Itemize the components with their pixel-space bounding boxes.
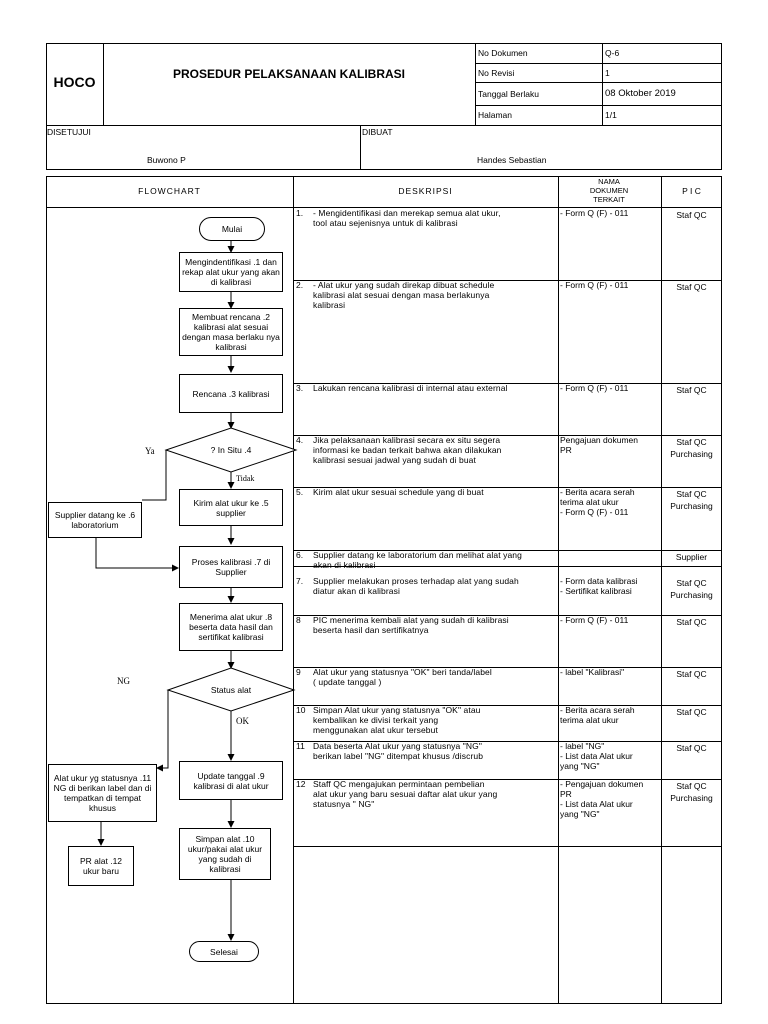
flow-decision-in-situ: ? In Situ .4 [210,445,252,455]
row-pic-line: Staf QC [676,617,707,627]
row-description-line: Simpan Alat ukur yang statusnya "OK" atau [313,705,481,715]
row-description-line: Staff QC mengajukan permintaan pembelian [313,779,485,789]
flow-step-6: Supplier datang ke .6 laboratorium [48,502,142,538]
row-description-line: kalibrasi sesuai jadwal yang sudah di buat [313,455,476,465]
row-number: 3. [296,383,304,393]
row-pic-line: Staf QC [676,282,707,292]
flow-label-no: Tidak [236,474,255,483]
row-document-line: - label "Kalibrasi" [560,667,625,677]
row-document-line: - Berita acara serah [560,487,635,497]
flow-step-3: Rencana .3 kalibrasi [179,374,283,413]
row-description-line: menggunakan alat ukur tersebut [313,725,438,735]
row-number: 4. [296,435,304,445]
row-document-line: - Sertifikat kalibrasi [560,586,632,596]
row-pic-line: Staf QC [676,743,707,753]
flow-label-yes: Ya [145,446,155,456]
flow-label-ng: NG [117,676,130,686]
row-document-line: - List data Alat ukur [560,751,633,761]
row-number: 9 [296,667,301,677]
flow-step-7: Proses kalibrasi .7 di Supplier [179,546,283,588]
row-pic-line: Purchasing [670,590,713,600]
approved-name: Buwono P [147,155,186,165]
row-description-line: Alat ukur yang statusnya "OK" beri tanda/label [313,667,492,677]
meta-label-page: Halaman [478,110,513,120]
row-description-line: berikan label "NG" ditempat khusus /discrub [313,751,484,761]
row-number: 5. [296,487,304,497]
row-document-line: terima alat ukur [560,497,619,507]
meta-value-doc-number: Q-6 [605,48,620,58]
row-number: 1. [296,208,304,218]
row-document-line: - List data Alat ukur [560,799,633,809]
made-label: DIBUAT [362,127,393,137]
row-document-line: PR [560,789,572,799]
row-description-line: kembalikan ke divisi terkait yang [313,715,439,725]
column-header-description: DESKRIPSI [398,186,453,196]
flow-step-12: PR alat .12 ukur baru [68,846,134,886]
row-number: 11 [296,741,305,751]
row-description-line: kalibrasi [313,300,346,310]
document-title: PROSEDUR PELAKSANAAN KALIBRASI [172,67,405,81]
flow-step-8: Menerima alat ukur .8 beserta data hasil dan sertifikat kalibrasi [179,603,283,651]
meta-label-revision: No Revisi [478,68,515,78]
row-pic-line: Purchasing [670,501,713,511]
row-document-line: - Form Q (F) - 011 [560,615,629,625]
row-document-line: - Form Q (F) - 011 [560,507,629,517]
row-document-line: yang "NG" [560,761,600,771]
flow-step-5: Kirim alat ukur ke .5 supplier [179,489,283,526]
meta-value-effective-date: 08 Oktober 2019 [605,88,676,99]
flow-end-terminal: Selesai [189,941,259,962]
row-document-line: - Form Q (F) - 011 [560,383,629,393]
column-header-pic: P I C [682,186,701,196]
row-document-line: - Berita acara serah [560,705,635,715]
row-document-line: PR [560,445,572,455]
row-description-line: Data beserta Alat ukur yang statusnya "NG" [313,741,482,751]
row-document-line: Pengajuan dokumen [560,435,638,445]
meta-value-revision: 1 [605,68,610,78]
meta-label-doc-number: No Dokumen [478,48,528,58]
row-description-line: beserta hasil dan sertifikatnya [313,625,429,635]
row-description-line: Lakukan rencana kalibrasi di internal atau external [313,383,508,393]
flow-step-11: Alat ukur yg statusnya .11 NG di berikan label dan di tempatkan di tempat khusus [48,764,157,822]
row-description-line: PIC menerima kembali alat yang sudah di kalibrasi [313,615,509,625]
row-pic-line: Staf QC [676,707,707,717]
approved-label: DISETUJUI [47,127,91,137]
row-number: 6. [296,550,304,560]
row-document-line: - Form Q (F) - 011 [560,280,629,290]
row-number: 12 [296,779,306,789]
company-logo-text: HOCO [53,74,96,90]
flow-step-2: Membuat rencana .2 kalibrasi alat sesuai dengan masa berlaku nya kalibrasi [179,308,283,356]
row-description-line: Kirim alat ukur sesuai schedule yang di buat [313,487,484,497]
row-pic-line: Staf QC [676,669,707,679]
meta-label-effective-date: Tanggal Berlaku [478,89,539,99]
row-description-line: tool atau sejenisnya untuk di kalibrasi [313,218,458,228]
row-pic-line: Staf QC [676,210,707,220]
row-description-line: Supplier datang ke laboratorium dan melihat alat yang [313,550,522,560]
row-number: 7. [296,576,304,586]
row-description-line: Supplier melakukan proses terhadap alat yang sudah [313,576,519,586]
flow-start-terminal: Mulai [199,217,265,241]
row-description-line: alat ukur yang baru sesuai daftar alat ukur yang [313,789,498,799]
row-pic-line: Staf QC [676,385,707,395]
row-description-line: - Alat ukur yang sudah direkap dibuat schedule [313,280,495,290]
row-pic-line: Staf QC [676,781,707,791]
made-name: Handes Sebastian [477,155,547,165]
row-number: 10 [296,705,306,715]
row-description-line: Jika pelaksanaan kalibrasi secara ex situ segera [313,435,501,445]
flow-step-1: Mengindentifikasi .1 dan rekap alat ukur yang akan di kalibrasi [179,252,283,292]
row-document-line: terima alat ukur [560,715,619,725]
flow-step-10: Simpan alat .10 ukur/pakai alat ukur yang sudah di kalibrasi [179,828,271,880]
row-number: 2. [296,280,304,290]
row-description-line: kalibrasi alat sesuai dengan masa berlakunya [313,290,490,300]
column-header-document: NAMA DOKUMEN TERKAIT [589,177,629,204]
row-description-line: statusnya " NG" [313,799,375,809]
row-pic-line: Staf QC [676,489,707,499]
row-document-line: - label "NG" [560,741,605,751]
row-description-line: akan di kalibrasi [313,560,376,570]
row-description-line: informasi ke badan terkait bahwa akan dilakukan [313,445,502,455]
column-header-flowchart: FLOWCHART [138,186,201,196]
row-description-line: - Mengidentifikasi dan merekap semua alat ukur, [313,208,501,218]
row-pic-line: Staf QC [676,437,707,447]
row-description-line: diatur akan di kalibrasi [313,586,400,596]
row-description-line: ( update tanggal ) [313,677,382,687]
row-document-line: - Form data kalibrasi [560,576,638,586]
row-pic-line: Supplier [675,552,708,562]
row-pic-line: Staf QC [676,578,707,588]
flow-decision-status: Status alat [210,685,252,695]
row-document-line: yang "NG" [560,809,600,819]
row-pic-line: Purchasing [670,449,713,459]
row-pic-line: Purchasing [670,793,713,803]
row-document-line: - Pengajuan dokumen [560,779,644,789]
meta-value-page: 1/1 [605,110,617,120]
row-number: 8 [296,615,301,625]
flow-step-9: Update tanggal .9 kalibrasi di alat ukur [179,761,283,800]
row-document-line: - Form Q (F) - 011 [560,208,629,218]
flow-label-ok: OK [236,716,249,726]
